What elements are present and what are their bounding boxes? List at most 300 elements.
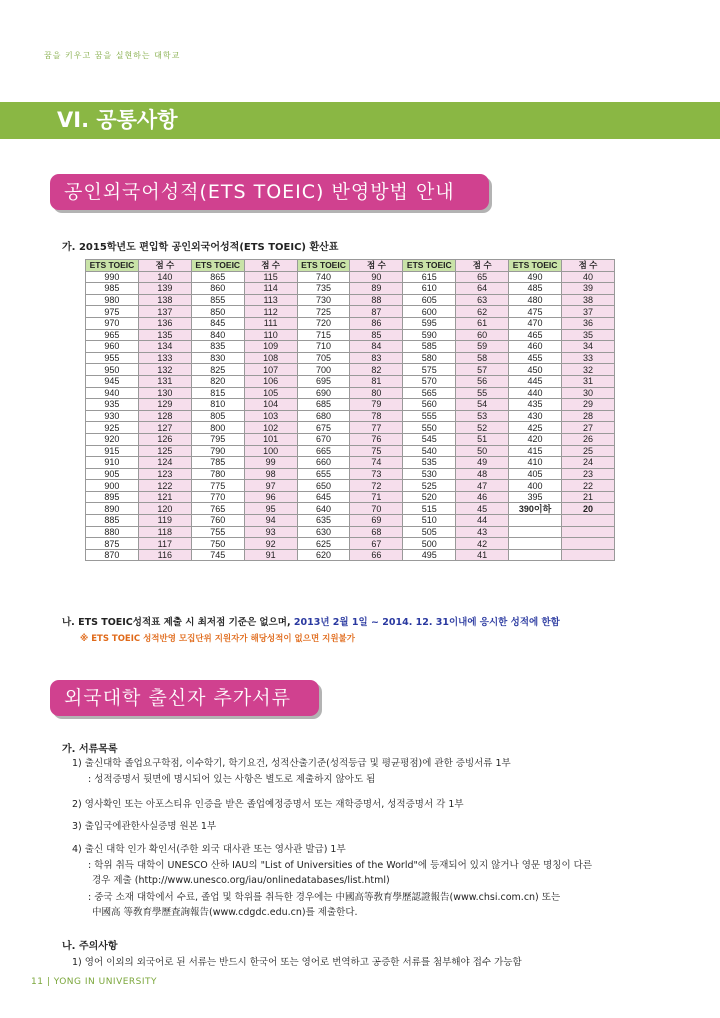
- cell-score: 102: [244, 422, 297, 434]
- cell-score: 69: [350, 515, 403, 527]
- cell-score: 126: [138, 433, 191, 445]
- table-row: [86, 526, 615, 538]
- cell-score: 94: [244, 515, 297, 527]
- cell-score: 22: [562, 480, 615, 492]
- cell-score: 85: [350, 329, 403, 341]
- table-row: [86, 294, 615, 306]
- header-score: 점 수: [138, 260, 191, 272]
- table-row: [86, 306, 615, 318]
- cell-ets-toeic: 635: [297, 515, 350, 527]
- cell-score: 109: [244, 341, 297, 353]
- cell-score: 79: [350, 399, 403, 411]
- cell-ets-toeic: 880: [86, 526, 139, 538]
- cell-ets-toeic: 905: [86, 468, 139, 480]
- cell-ets-toeic: 810: [191, 399, 244, 411]
- cell-score: 108: [244, 352, 297, 364]
- cell-score: 58: [456, 352, 509, 364]
- page-footer: 11 | YONG IN UNIVERSITY: [31, 977, 158, 987]
- cell-ets-toeic: 520: [403, 491, 456, 503]
- cell-ets-toeic: 525: [403, 480, 456, 492]
- cell-ets-toeic: 830: [191, 352, 244, 364]
- cell-score: 140: [138, 271, 191, 283]
- docs-heading: 가. 서류목록: [62, 744, 118, 755]
- cell-score: 66: [350, 549, 403, 561]
- header-ets-toeic: ETS TOEIC: [86, 260, 139, 272]
- cell-ets-toeic: 965: [86, 329, 139, 341]
- header-score: 점 수: [244, 260, 297, 272]
- cell-ets-toeic: 630: [297, 526, 350, 538]
- header-ets-toeic: ETS TOEIC: [191, 260, 244, 272]
- submission-note-period: 2013년 2월 1일 ~ 2014. 12. 31이내에 응시한 성적에 한함: [293, 617, 560, 628]
- cell-ets-toeic: 730: [297, 294, 350, 306]
- table-row: [86, 538, 615, 550]
- cell-ets-toeic: 485: [509, 283, 562, 295]
- cell-score: 60: [456, 329, 509, 341]
- cell-ets-toeic: 805: [191, 410, 244, 422]
- cell-score: 59: [456, 341, 509, 353]
- cell-ets-toeic: 930: [86, 410, 139, 422]
- cell-ets-toeic: 820: [191, 375, 244, 387]
- cell-score: 125: [138, 445, 191, 457]
- toeic-conversion-table: [85, 259, 615, 561]
- cell-score: 61: [456, 317, 509, 329]
- cell-ets-toeic: 575: [403, 364, 456, 376]
- cell-ets-toeic: 405: [509, 468, 562, 480]
- submission-note: [62, 614, 560, 628]
- caution-heading: 나. 주의사항: [62, 941, 118, 952]
- cell-score: 25: [562, 445, 615, 457]
- cell-score: 63: [456, 294, 509, 306]
- cell-score: 50: [456, 445, 509, 457]
- cell-score: 35: [562, 329, 615, 341]
- cell-score: 139: [138, 283, 191, 295]
- cell-ets-toeic: 555: [403, 410, 456, 422]
- cell-ets-toeic: 935: [86, 399, 139, 411]
- cell-score: 114: [244, 283, 297, 295]
- cell-score: [562, 526, 615, 538]
- cell-ets-toeic: 535: [403, 457, 456, 469]
- cell-score: 130: [138, 387, 191, 399]
- table-row: [86, 410, 615, 422]
- cell-ets-toeic: 550: [403, 422, 456, 434]
- cell-score: 37: [562, 306, 615, 318]
- cell-score: 138: [138, 294, 191, 306]
- table-row: [86, 445, 615, 457]
- cell-ets-toeic: 395: [509, 491, 562, 503]
- cell-ets-toeic: 505: [403, 526, 456, 538]
- cell-score: 113: [244, 294, 297, 306]
- cell-score: 122: [138, 480, 191, 492]
- cell-score: 51: [456, 433, 509, 445]
- cell-ets-toeic: 455: [509, 352, 562, 364]
- cell-ets-toeic: 425: [509, 422, 562, 434]
- cell-score: 111: [244, 317, 297, 329]
- cell-score: 28: [562, 410, 615, 422]
- doc-item: 2) 영사확인 또는 아포스티유 인증을 받은 졸업예정증명서 또는 재학증명서, 성적증명서 각 1부: [72, 799, 464, 810]
- cell-score: 82: [350, 364, 403, 376]
- cell-score: 24: [562, 457, 615, 469]
- doc-item: 4) 출신 대학 인가 확인서(주한 외국 대사관 또는 영사관 발급) 1부: [72, 844, 346, 855]
- cell-ets-toeic: [509, 538, 562, 550]
- cell-score: 30: [562, 387, 615, 399]
- cell-score: 86: [350, 317, 403, 329]
- cell-ets-toeic: 450: [509, 364, 562, 376]
- cell-score: 78: [350, 410, 403, 422]
- cell-ets-toeic: 975: [86, 306, 139, 318]
- cell-score: 124: [138, 457, 191, 469]
- cell-ets-toeic: 760: [191, 515, 244, 527]
- cell-score: 129: [138, 399, 191, 411]
- cell-score: 36: [562, 317, 615, 329]
- cell-ets-toeic: 580: [403, 352, 456, 364]
- table-row: [86, 468, 615, 480]
- cell-score: 89: [350, 283, 403, 295]
- cell-score: 117: [138, 538, 191, 550]
- cell-ets-toeic: 750: [191, 538, 244, 550]
- cell-score: 57: [456, 364, 509, 376]
- cell-ets-toeic: 855: [191, 294, 244, 306]
- cell-ets-toeic: 645: [297, 491, 350, 503]
- table-row: [86, 271, 615, 283]
- cell-ets-toeic: 825: [191, 364, 244, 376]
- cell-score: 84: [350, 341, 403, 353]
- cell-ets-toeic: 695: [297, 375, 350, 387]
- doc-item: 3) 출입국에관한사실증명 원본 1부: [72, 821, 217, 832]
- cell-ets-toeic: 940: [86, 387, 139, 399]
- cell-score: 55: [456, 387, 509, 399]
- cell-score: 97: [244, 480, 297, 492]
- cell-score: 46: [456, 491, 509, 503]
- table-row: [86, 480, 615, 492]
- cell-ets-toeic: 890: [86, 503, 139, 515]
- cell-ets-toeic: 495: [403, 549, 456, 561]
- cell-score: 99: [244, 457, 297, 469]
- cell-ets-toeic: [509, 515, 562, 527]
- cell-score: 47: [456, 480, 509, 492]
- cell-ets-toeic: 475: [509, 306, 562, 318]
- cell-ets-toeic: 655: [297, 468, 350, 480]
- cell-ets-toeic: 775: [191, 480, 244, 492]
- cell-ets-toeic: 735: [297, 283, 350, 295]
- cell-ets-toeic: 625: [297, 538, 350, 550]
- cell-score: 135: [138, 329, 191, 341]
- cell-ets-toeic: 790: [191, 445, 244, 457]
- cell-ets-toeic: 865: [191, 271, 244, 283]
- cell-ets-toeic: 985: [86, 283, 139, 295]
- cell-score: 71: [350, 491, 403, 503]
- cell-ets-toeic: 970: [86, 317, 139, 329]
- cell-ets-toeic: 780: [191, 468, 244, 480]
- table-row: [86, 457, 615, 469]
- cell-score: 48: [456, 468, 509, 480]
- table-row: [86, 549, 615, 561]
- table-row: [86, 375, 615, 387]
- cell-ets-toeic: 500: [403, 538, 456, 550]
- cell-ets-toeic: 745: [191, 549, 244, 561]
- table-heading: 가. 2015학년도 편입학 공인외국어성적(ETS TOEIC) 환산표: [62, 242, 339, 253]
- cell-score: 95: [244, 503, 297, 515]
- cell-score: 133: [138, 352, 191, 364]
- cell-score: 112: [244, 306, 297, 318]
- cell-score: 83: [350, 352, 403, 364]
- cell-score: 80: [350, 387, 403, 399]
- cell-ets-toeic: 565: [403, 387, 456, 399]
- header-ets-toeic: ETS TOEIC: [297, 260, 350, 272]
- cell-score: 103: [244, 410, 297, 422]
- table-row: [86, 503, 615, 515]
- cell-score: 34: [562, 341, 615, 353]
- cell-score: [562, 515, 615, 527]
- cell-ets-toeic: 755: [191, 526, 244, 538]
- cell-ets-toeic: 900: [86, 480, 139, 492]
- cell-ets-toeic: 585: [403, 341, 456, 353]
- doc-item-detail: 경우 제출 (http://www.unesco.org/iau/onlinedatabases/list.html): [92, 875, 390, 886]
- cell-score: 90: [350, 271, 403, 283]
- table-row: [86, 317, 615, 329]
- cell-ets-toeic: 415: [509, 445, 562, 457]
- cell-ets-toeic: 560: [403, 399, 456, 411]
- cell-score: 119: [138, 515, 191, 527]
- cell-ets-toeic: 400: [509, 480, 562, 492]
- cell-score: 134: [138, 341, 191, 353]
- cell-score: 21: [562, 491, 615, 503]
- cell-score: [562, 538, 615, 550]
- cell-ets-toeic: 600: [403, 306, 456, 318]
- cell-ets-toeic: 955: [86, 352, 139, 364]
- cell-ets-toeic: 860: [191, 283, 244, 295]
- cell-score: 127: [138, 422, 191, 434]
- cell-ets-toeic: 870: [86, 549, 139, 561]
- header-score: 점 수: [562, 260, 615, 272]
- cell-score: 92: [244, 538, 297, 550]
- submission-note-prefix: 나. ETS TOEIC성적표 제출 시 최저점 기준은 없으며,: [62, 617, 294, 628]
- cell-ets-toeic: 605: [403, 294, 456, 306]
- cell-score: 107: [244, 364, 297, 376]
- cell-ets-toeic: 800: [191, 422, 244, 434]
- cell-ets-toeic: 440: [509, 387, 562, 399]
- ets-note: ※ ETS TOEIC 성적반영 모집단위 지원자가 해당성적이 없으면 지원불가: [80, 634, 355, 644]
- cell-ets-toeic: 980: [86, 294, 139, 306]
- table-row: [86, 433, 615, 445]
- cell-ets-toeic: 675: [297, 422, 350, 434]
- cell-score: 23: [562, 468, 615, 480]
- doc-item-detail: : 성적증명서 뒷면에 명시되어 있는 사항은 별도로 제출하지 않아도 됨: [88, 774, 376, 785]
- cell-ets-toeic: 770: [191, 491, 244, 503]
- cell-ets-toeic: 435: [509, 399, 562, 411]
- cell-score: 29: [562, 399, 615, 411]
- cell-ets-toeic: 950: [86, 364, 139, 376]
- cell-score: 52: [456, 422, 509, 434]
- cell-ets-toeic: 470: [509, 317, 562, 329]
- cell-ets-toeic: 700: [297, 364, 350, 376]
- cell-score: 67: [350, 538, 403, 550]
- cell-ets-toeic: 390이하: [509, 503, 562, 515]
- cell-score: 115: [244, 271, 297, 283]
- cell-ets-toeic: 840: [191, 329, 244, 341]
- cell-score: 136: [138, 317, 191, 329]
- cell-ets-toeic: 420: [509, 433, 562, 445]
- cell-ets-toeic: 665: [297, 445, 350, 457]
- cell-ets-toeic: 590: [403, 329, 456, 341]
- cell-ets-toeic: 680: [297, 410, 350, 422]
- cell-score: 75: [350, 445, 403, 457]
- cell-ets-toeic: 595: [403, 317, 456, 329]
- cell-ets-toeic: 445: [509, 375, 562, 387]
- cell-score: [562, 549, 615, 561]
- cell-ets-toeic: 710: [297, 341, 350, 353]
- cell-score: 27: [562, 422, 615, 434]
- cell-score: 105: [244, 387, 297, 399]
- cell-ets-toeic: 510: [403, 515, 456, 527]
- header-score: 점 수: [456, 260, 509, 272]
- cell-score: 31: [562, 375, 615, 387]
- cell-score: 81: [350, 375, 403, 387]
- cell-score: 76: [350, 433, 403, 445]
- table-row: [86, 515, 615, 527]
- cell-score: 39: [562, 283, 615, 295]
- table-row: [86, 329, 615, 341]
- table-header-row: [86, 260, 615, 272]
- cell-ets-toeic: 715: [297, 329, 350, 341]
- table-row: [86, 491, 615, 503]
- cell-ets-toeic: 480: [509, 294, 562, 306]
- cell-ets-toeic: 945: [86, 375, 139, 387]
- cell-ets-toeic: 835: [191, 341, 244, 353]
- cell-score: 118: [138, 526, 191, 538]
- cell-score: 65: [456, 271, 509, 283]
- doc-item-detail: 中國高 等敎育學歷査詢報告(www.cdgdc.edu.cn)를 제출한다.: [92, 907, 358, 918]
- cell-ets-toeic: 610: [403, 283, 456, 295]
- cell-ets-toeic: 690: [297, 387, 350, 399]
- cell-score: 87: [350, 306, 403, 318]
- tagline: 꿈을 키우고 꿈을 실현하는 대학교: [44, 51, 181, 60]
- cell-score: 32: [562, 364, 615, 376]
- cell-score: 116: [138, 549, 191, 561]
- cell-score: 38: [562, 294, 615, 306]
- cell-score: 72: [350, 480, 403, 492]
- cell-ets-toeic: 895: [86, 491, 139, 503]
- cell-score: 62: [456, 306, 509, 318]
- foreign-univ-banner: 외국대학 출신자 추가서류: [50, 680, 319, 716]
- cell-ets-toeic: 530: [403, 468, 456, 480]
- table-row: [86, 341, 615, 353]
- cell-ets-toeic: 915: [86, 445, 139, 457]
- cell-ets-toeic: 540: [403, 445, 456, 457]
- cell-ets-toeic: 465: [509, 329, 562, 341]
- cell-ets-toeic: 850: [191, 306, 244, 318]
- cell-ets-toeic: 670: [297, 433, 350, 445]
- cell-score: 33: [562, 352, 615, 364]
- cell-ets-toeic: 785: [191, 457, 244, 469]
- cell-ets-toeic: 705: [297, 352, 350, 364]
- cell-score: 41: [456, 549, 509, 561]
- cell-score: 121: [138, 491, 191, 503]
- cell-ets-toeic: 650: [297, 480, 350, 492]
- cell-ets-toeic: 545: [403, 433, 456, 445]
- cell-ets-toeic: 685: [297, 399, 350, 411]
- caution-item: 1) 영어 이외의 외국어로 된 서류는 반드시 한국어 또는 영어로 번역하고 공증한 서류를 첨부해야 접수 가능함: [72, 957, 522, 968]
- doc-item: 1) 출신대학 졸업요구학점, 이수학기, 학기요건, 성적산출기준(성적등급 및 평균평점)에 관한 증빙서류 1부: [72, 758, 511, 769]
- cell-score: 91: [244, 549, 297, 561]
- cell-score: 68: [350, 526, 403, 538]
- cell-ets-toeic: 885: [86, 515, 139, 527]
- cell-score: 64: [456, 283, 509, 295]
- header-ets-toeic: ETS TOEIC: [509, 260, 562, 272]
- cell-score: 56: [456, 375, 509, 387]
- cell-ets-toeic: 615: [403, 271, 456, 283]
- cell-ets-toeic: 460: [509, 341, 562, 353]
- cell-score: 74: [350, 457, 403, 469]
- cell-ets-toeic: 660: [297, 457, 350, 469]
- cell-score: 49: [456, 457, 509, 469]
- cell-score: 101: [244, 433, 297, 445]
- cell-ets-toeic: 990: [86, 271, 139, 283]
- cell-ets-toeic: 725: [297, 306, 350, 318]
- doc-item-detail: : 중국 소재 대학에서 수료, 졸업 및 학위를 취득한 경우에는 中國高等敎育學歷認證報告(www.chsi.com.cn) 또는: [88, 892, 561, 903]
- cell-ets-toeic: 515: [403, 503, 456, 515]
- cell-score: 54: [456, 399, 509, 411]
- cell-ets-toeic: 620: [297, 549, 350, 561]
- cell-score: 73: [350, 468, 403, 480]
- cell-score: 100: [244, 445, 297, 457]
- cell-ets-toeic: 845: [191, 317, 244, 329]
- cell-score: 77: [350, 422, 403, 434]
- cell-score: 128: [138, 410, 191, 422]
- cell-score: 70: [350, 503, 403, 515]
- cell-ets-toeic: 570: [403, 375, 456, 387]
- cell-ets-toeic: 765: [191, 503, 244, 515]
- table-row: [86, 399, 615, 411]
- cell-score: 20: [562, 503, 615, 515]
- section-title: VI. 공통사항: [57, 108, 178, 132]
- cell-ets-toeic: 720: [297, 317, 350, 329]
- cell-score: 131: [138, 375, 191, 387]
- cell-score: 104: [244, 399, 297, 411]
- cell-score: 110: [244, 329, 297, 341]
- cell-ets-toeic: 925: [86, 422, 139, 434]
- cell-ets-toeic: 920: [86, 433, 139, 445]
- table-row: [86, 352, 615, 364]
- cell-score: 96: [244, 491, 297, 503]
- cell-score: 123: [138, 468, 191, 480]
- cell-ets-toeic: 430: [509, 410, 562, 422]
- cell-score: 106: [244, 375, 297, 387]
- cell-score: 137: [138, 306, 191, 318]
- cell-ets-toeic: 795: [191, 433, 244, 445]
- cell-ets-toeic: [509, 526, 562, 538]
- cell-score: 53: [456, 410, 509, 422]
- cell-score: 43: [456, 526, 509, 538]
- cell-score: 45: [456, 503, 509, 515]
- cell-score: 40: [562, 271, 615, 283]
- cell-ets-toeic: 910: [86, 457, 139, 469]
- cell-ets-toeic: 490: [509, 271, 562, 283]
- cell-score: 88: [350, 294, 403, 306]
- cell-ets-toeic: 640: [297, 503, 350, 515]
- toeic-banner: 공인외국어성적(ETS TOEIC) 반영방법 안내: [50, 174, 489, 210]
- table-row: [86, 387, 615, 399]
- cell-score: 120: [138, 503, 191, 515]
- cell-score: 132: [138, 364, 191, 376]
- cell-ets-toeic: 740: [297, 271, 350, 283]
- cell-score: 98: [244, 468, 297, 480]
- doc-item-detail: : 학위 취득 대학이 UNESCO 산하 IAU의 "List of Universities of the World"에 등재되어 있지 않거나 영문 명칭이 다른: [88, 860, 593, 871]
- table-row: [86, 283, 615, 295]
- cell-score: 42: [456, 538, 509, 550]
- cell-ets-toeic: 410: [509, 457, 562, 469]
- cell-ets-toeic: 815: [191, 387, 244, 399]
- header-score: 점 수: [350, 260, 403, 272]
